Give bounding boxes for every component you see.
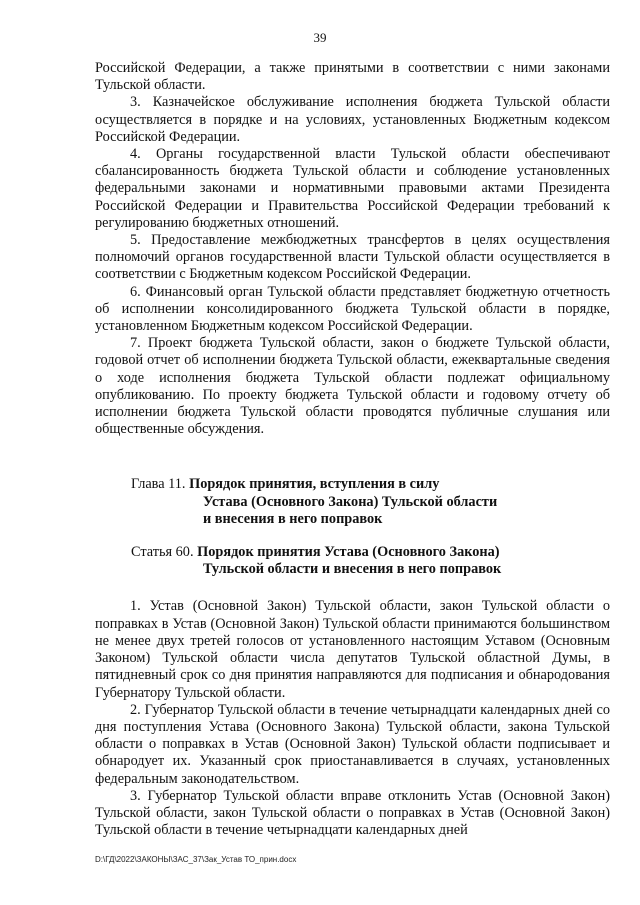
paragraph: 6. Финансовый орган Тульской области представляет бюджетную отчетность об исполнении консолидированного бюджета Тульской области в порядке, установленном Бюджетным кодексом Российской Федерации. [95,283,610,335]
paragraph: 2. Губернатор Тульской области в течение четырнадцати календарных дней со дня поступления Устава (Основного Закона) Тульской области, закона Тульской области о поправках в Устав (Основной Закон) Тульской области подписывает и обнародует их. Указанный срок приостанавливается в случаях, установленных федеральным законодательством. [95,701,610,787]
chapter-title-line-2: Устава (Основного Закона) Тульской области [203,493,498,510]
article-heading [131,544,610,578]
footer-file-path: D:\ГД\2022\ЗАКОНЫ\ЗАС_37\Зак_Устав ТО_прин.docx [95,855,297,864]
article-title-line-2: Тульской области и внесения в него поправок [203,561,502,578]
paragraph: Российской Федерации, а также принятыми в соответствии с ними законами Тульской области. [95,60,610,94]
page-number: 39 [313,30,327,45]
paragraph: 3. Казначейское обслуживание исполнения бюджета Тульской области осуществляется в порядке и на условиях, установленных Бюджетным кодексом Российской Федерации. [95,94,610,145]
article-prefix: Статья 60. [131,544,198,561]
document-body [95,60,610,839]
chapter-heading [131,476,610,528]
paragraph: 4. Органы государственной власти Тульской области обеспечивают сбалансированность бюджета Тульской области и соблюдение установленных федеральными законами и нормативными правовыми актами Президента Российской Федерации и Правительства Российской Федерации требований к регулированию бюджетных отношений. [95,146,610,231]
chapter-title-line-3: и внесения в него поправок [203,510,383,527]
paragraph: 1. Устав (Основной Закон) Тульской области, закон Тульской области о поправках в Устав (Основной Закон) Тульской области принимаются большинством не менее двух третей голосов от установленного настоящим Уставом (Основным Законом) Тульской области числа депутатов Тульской областной Думы, в пятидневный срок со дня принятия направляются для подписания и обнародования Губернатору Тульской области. [95,598,610,701]
paragraph: 3. Губернатор Тульской области вправе отклонить Устав (Основной Закон) Тульской области, закон Тульской области о поправках в Устав (Основной Закон) Тульской области в течение четырнадцати календарных дней [95,787,610,839]
article-title-line-1: Порядок принятия Устава (Основного Закона) [197,544,500,561]
paragraph: 5. Предоставление межбюджетных трансфертов в целях осуществления полномочий органов государственной власти Тульской области осуществляется в соответствии с Бюджетным кодексом Российской Федерации. [95,232,610,283]
chapter-title-line-1: Порядок принятия, вступления в силу [189,476,440,493]
chapter-prefix: Глава 11. [131,476,190,493]
paragraph: 7. Проект бюджета Тульской области, закон о бюджете Тульской области, годовой отчет об исполнении бюджета Тульской области, ежеквартальные сведения о ходе исполнения бюджета Тульской области подлежат официальному опубликованию. По проекту бюджета Тульской области и годовому отчету об исполнении бюджета Тульской области проводятся публичные слушания или общественные обсуждения. [95,335,610,438]
